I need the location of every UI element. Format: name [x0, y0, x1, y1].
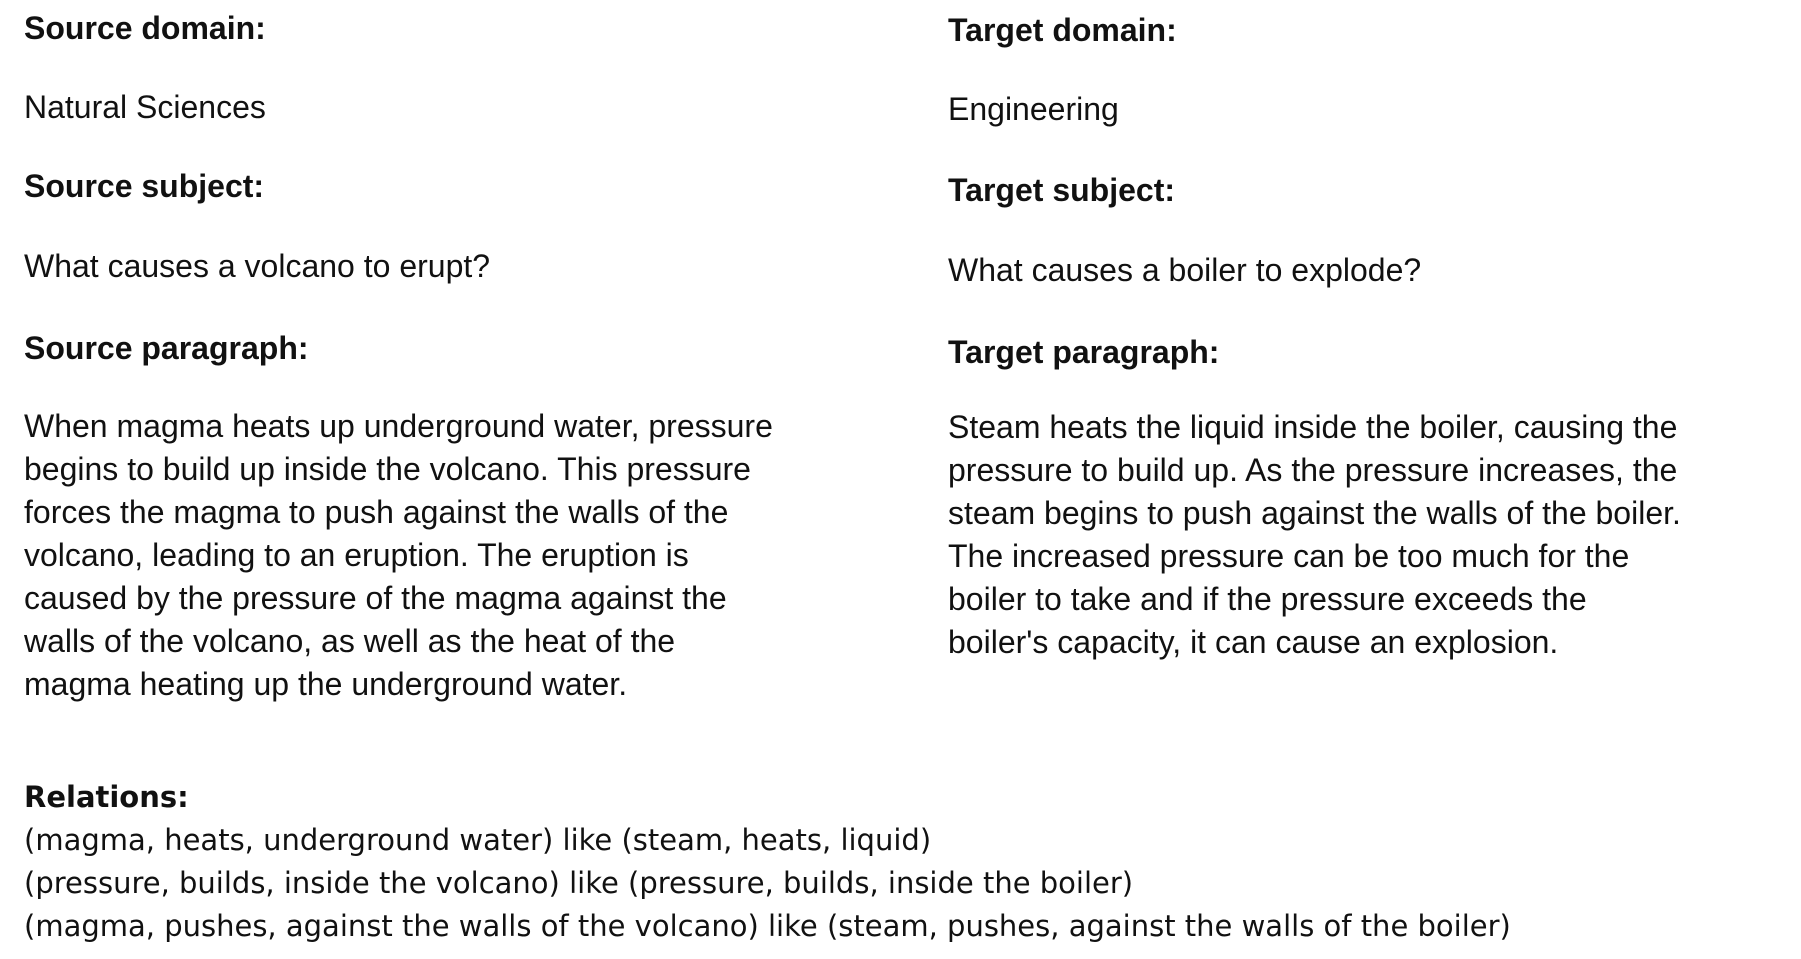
relation-item: (pressure, builds, inside the volcano) like (pressure, builds, inside the boiler) — [24, 866, 1134, 900]
source-subject-label: Source subject: — [24, 168, 265, 204]
target-subject-value: What causes a boiler to explode? — [948, 252, 1422, 288]
target-subject-label: Target subject: — [948, 172, 1175, 208]
target-paragraph-label: Target paragraph: — [948, 334, 1220, 370]
relations-section — [24, 776, 1511, 948]
paragraph-line: begins to build up inside the volcano. This pressure — [24, 451, 751, 487]
source-domain-value: Natural Sciences — [24, 89, 266, 125]
paragraph-line: walls of the volcano, as well as the heat of the — [24, 623, 676, 659]
paragraph-line: When magma heats up underground water, pressure — [24, 408, 773, 444]
paragraph-line: caused by the pressure of the magma against the — [24, 580, 727, 616]
paragraph-line: magma heating up the underground water. — [24, 666, 628, 702]
relation-item: (magma, heats, underground water) like (steam, heats, liquid) — [24, 823, 932, 857]
paragraph-line: boiler's capacity, it can cause an explosion. — [948, 624, 1559, 660]
source-paragraph — [24, 405, 773, 706]
source-subject-value: What causes a volcano to erupt? — [24, 248, 491, 284]
paragraph-line: The increased pressure can be too much for the — [948, 538, 1630, 574]
relations-label: Relations: — [24, 780, 189, 814]
paragraph-line: Steam heats the liquid inside the boiler, causing the — [948, 409, 1678, 445]
paragraph-line: boiler to take and if the pressure exceeds the — [948, 581, 1587, 617]
paragraph-line: volcano, leading to an eruption. The eruption is — [24, 537, 689, 573]
paragraph-line: steam begins to push against the walls of the boiler. — [948, 495, 1681, 531]
target-domain-label: Target domain: — [948, 12, 1177, 48]
relation-item: (magma, pushes, against the walls of the volcano) like (steam, pushes, against the walls of the boiler) — [24, 909, 1511, 943]
source-paragraph-label: Source paragraph: — [24, 330, 309, 366]
paragraph-line: forces the magma to push against the walls of the — [24, 494, 729, 530]
source-domain-label: Source domain: — [24, 10, 266, 46]
target-paragraph — [948, 406, 1681, 664]
target-domain-value: Engineering — [948, 91, 1119, 127]
paragraph-line: pressure to build up. As the pressure increases, the — [948, 452, 1678, 488]
